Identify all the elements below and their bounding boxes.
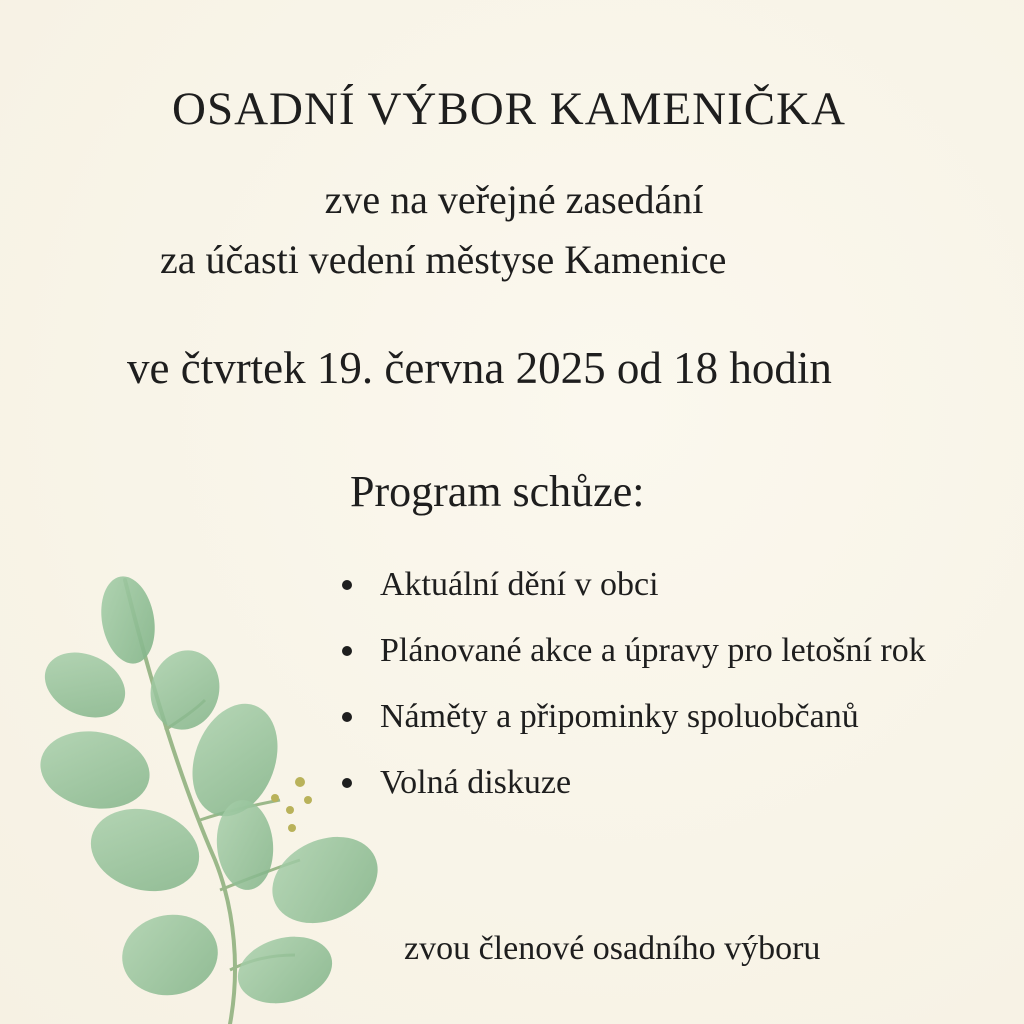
agenda-item [338,628,926,694]
agenda-item-text: Aktuální dění v obci [380,566,659,603]
signature-line: zvou členové osadního výboru [404,930,821,967]
agenda-item [338,694,926,760]
program-heading: Program schůze: [350,467,645,516]
agenda-item-text: Plánované akce a úpravy pro letošní rok [380,632,926,669]
agenda-item [338,760,926,826]
agenda-item-text: Volná diskuze [380,764,572,801]
subtitle-line-1: zve na veřejné zasedání [324,177,704,222]
agenda-item-text: Náměty a připominky spoluobčanů [380,698,859,735]
agenda-list [338,562,926,826]
page-title: OSADNÍ VÝBOR KAMENIČKA [172,83,846,135]
meeting-date: ve čtvrtek 19. června 2025 od 18 hodin [127,343,832,393]
eucalyptus-branch-icon [0,560,400,1024]
subtitle-line-2: za účasti vedení městyse Kamenice [160,237,727,282]
agenda-item [338,562,926,628]
